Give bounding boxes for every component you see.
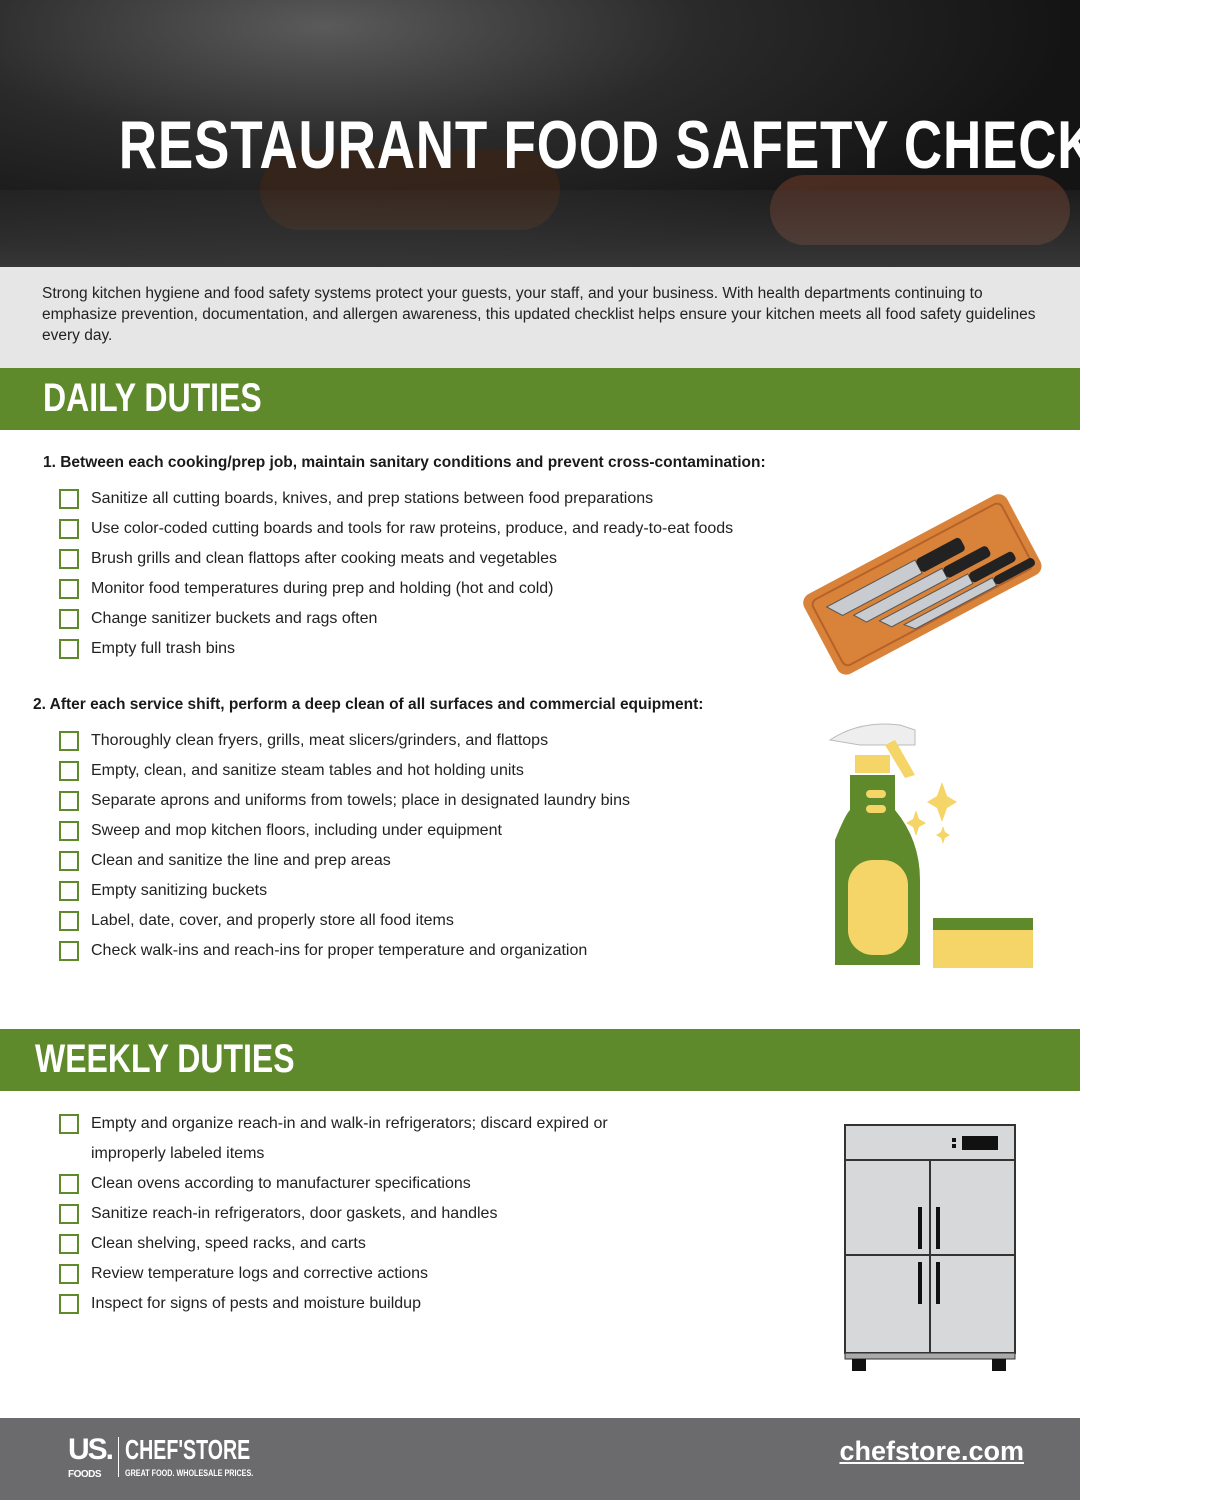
checklist-item-label: Monitor food temperatures during prep and holding (hot and cold) (91, 580, 554, 597)
knives-cutting-board-illustration (795, 500, 1045, 660)
checkbox[interactable] (59, 1294, 79, 1314)
checklist-item-label: Sanitize reach-in refrigerators, door gaskets, and handles (91, 1205, 498, 1222)
logo-divider (118, 1437, 119, 1477)
checklist-item[interactable] (59, 1169, 659, 1199)
checklist-item-label: Check walk-ins and reach-ins for proper temperature and organization (91, 942, 588, 959)
checklist-item[interactable] (59, 726, 630, 756)
checkbox[interactable] (59, 761, 79, 781)
logo-brand: CHEF'STORE (125, 1434, 251, 1465)
daily-checklist-1 (59, 484, 733, 664)
checklist-item[interactable] (59, 1109, 659, 1169)
checkbox[interactable] (59, 639, 79, 659)
weekly-duties-band (0, 1029, 1080, 1091)
weekly-duties-heading: WEEKLY DUTIES (35, 1037, 295, 1081)
checklist-item[interactable] (59, 1229, 659, 1259)
checklist-item-label: Empty and organize reach-in and walk-in refrigerators; discard expired or improperly labeled items (91, 1115, 608, 1162)
daily-checklist-2 (59, 726, 630, 966)
checklist-item-label: Label, date, cover, and properly store all food items (91, 912, 454, 929)
checklist-item[interactable] (59, 906, 630, 936)
refrigerator-illustration (840, 1122, 1020, 1374)
checkbox[interactable] (59, 549, 79, 569)
checkbox[interactable] (59, 579, 79, 599)
checkbox[interactable] (59, 821, 79, 841)
checklist-item[interactable] (59, 786, 630, 816)
checkbox[interactable] (59, 1114, 79, 1134)
checkbox[interactable] (59, 609, 79, 629)
checklist-item-label: Empty full trash bins (91, 640, 236, 657)
checklist-item[interactable] (59, 846, 630, 876)
spray-bottle-sponge-illustration (820, 720, 1040, 975)
page-title: RESTAURANT FOOD SAFETY CHECKLIST (118, 107, 1214, 183)
intro-text: Strong kitchen hygiene and food safety systems protect your guests, your staff, and your business. With health departments continuing to emphasize prevention, documentation, and allergen awareness, this updated checklist helps ensure your kitchen meets all food safety guidelines every day. (0, 267, 1080, 368)
checklist-item[interactable] (59, 756, 630, 786)
checkbox[interactable] (59, 911, 79, 931)
logo-us: US. (68, 1433, 113, 1466)
checklist-item-label: Use color-coded cutting boards and tools for raw proteins, produce, and ready-to-eat foods (91, 520, 734, 537)
section-2-title: 2. After each service shift, perform a deep clean of all surfaces and commercial equipment: (33, 696, 704, 713)
logo-tagline: GREAT FOOD. WHOLESALE PRICES. (125, 1468, 254, 1478)
checkbox[interactable] (59, 519, 79, 539)
checkbox[interactable] (59, 731, 79, 751)
checklist-item[interactable] (59, 876, 630, 906)
checklist-item[interactable] (59, 1259, 659, 1289)
checklist-item[interactable] (59, 1289, 659, 1319)
checklist-item-label: Clean shelving, speed racks, and carts (91, 1235, 366, 1252)
checklist-item[interactable] (59, 484, 733, 514)
checklist-item-label: Clean and sanitize the line and prep areas (91, 852, 391, 869)
checkbox[interactable] (59, 881, 79, 901)
checklist-item-label: Inspect for signs of pests and moisture buildup (91, 1295, 421, 1312)
daily-duties-heading: DAILY DUTIES (43, 376, 262, 420)
checklist-item-label: Clean ovens according to manufacturer specifications (91, 1175, 471, 1192)
hero-banner (0, 0, 1214, 267)
checklist-item-label: Sanitize all cutting boards, knives, and prep stations between food preparations (91, 490, 654, 507)
weekly-checklist (59, 1109, 659, 1319)
us-foods-chefstore-logo[interactable] (68, 1432, 304, 1481)
checklist-item[interactable] (59, 816, 630, 846)
checklist-item-label: Empty, clean, and sanitize steam tables and hot holding units (91, 762, 524, 779)
checklist-item[interactable] (59, 604, 733, 634)
footer (0, 1418, 1080, 1500)
checklist-item[interactable] (59, 574, 733, 604)
checklist-item[interactable] (59, 1199, 659, 1229)
cutting-board-photo (0, 190, 1080, 270)
checkbox[interactable] (59, 489, 79, 509)
checklist-item-label: Change sanitizer buckets and rags often (91, 610, 378, 627)
website-link[interactable]: chefstore.com (839, 1436, 1024, 1466)
checkbox[interactable] (59, 1264, 79, 1284)
checkbox[interactable] (59, 851, 79, 871)
checkbox[interactable] (59, 1204, 79, 1224)
checkbox[interactable] (59, 791, 79, 811)
logo-foods: FOODS (68, 1469, 102, 1480)
checklist-item-label: Brush grills and clean flattops after cooking meats and vegetables (91, 550, 558, 567)
checklist-item[interactable] (59, 514, 733, 544)
checkbox[interactable] (59, 1174, 79, 1194)
checklist-item-label: Empty sanitizing buckets (91, 882, 268, 899)
checkbox[interactable] (59, 941, 79, 961)
checklist-item-label: Sweep and mop kitchen floors, including under equipment (91, 822, 502, 839)
section-1-title: 1. Between each cooking/prep job, maintain sanitary conditions and prevent cross-contamination: (43, 454, 766, 471)
checklist-item-label: Thoroughly clean fryers, grills, meat slicers/grinders, and flattops (91, 732, 549, 749)
checklist-item-label: Review temperature logs and corrective actions (91, 1265, 429, 1282)
checklist-item[interactable] (59, 936, 630, 966)
checklist-item[interactable] (59, 544, 733, 574)
daily-duties-band (0, 368, 1080, 430)
checklist-item[interactable] (59, 634, 733, 664)
checkbox[interactable] (59, 1234, 79, 1254)
checklist-item-label: Separate aprons and uniforms from towels; place in designated laundry bins (91, 792, 630, 809)
